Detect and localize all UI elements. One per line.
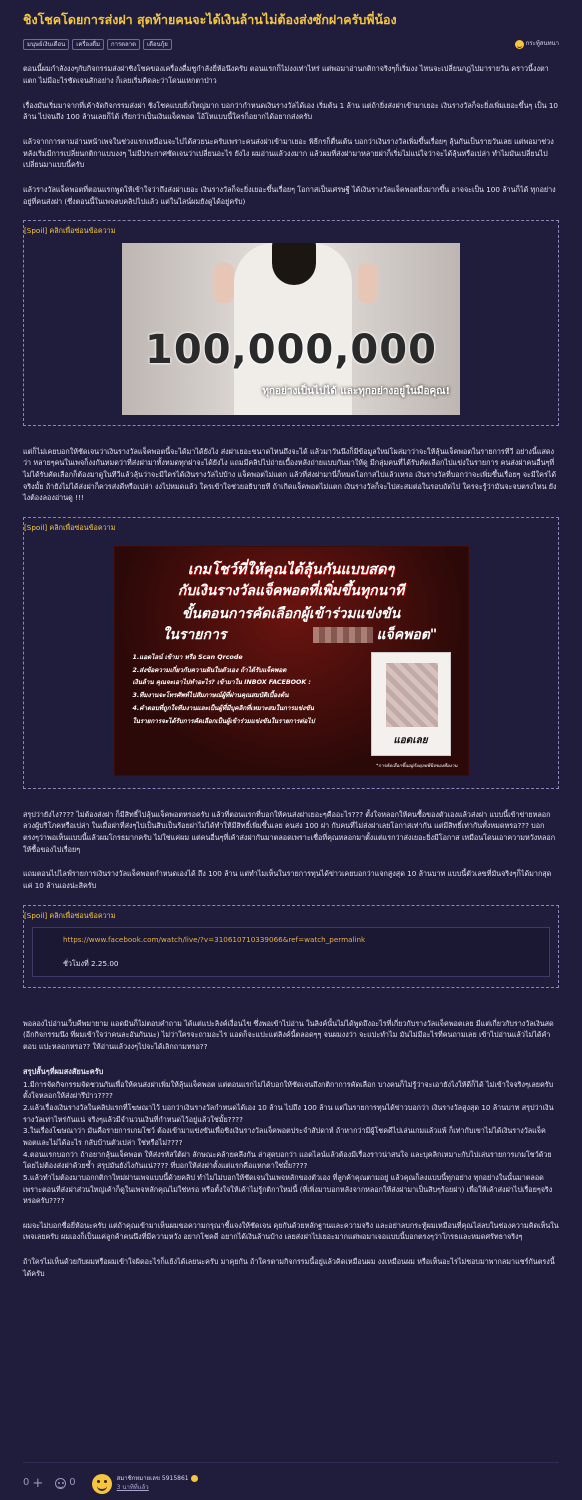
facebook-live-link[interactable]: https://www.facebook.com/watch/live/?v=310610710339066&ref=watch_permalink [63, 935, 366, 945]
tag[interactable]: การตลาด [107, 39, 140, 50]
image-caption: ทุกอย่างเป็นไปได้ และทุกอย่างอยู่ในมือคุณ! [262, 385, 450, 397]
plus-icon: + [32, 1475, 44, 1491]
summary-item: 1.มีการจัดกิจกรรมจัดชวนกันเพื่อให้คนส่งฝาเพิ่มให้ลุ้นแจ็คพอต แต่ตอนแรกไม่ได้บอกให้ชัดเจนถึงกติกาการคัดเลือก บางคนก็ไม่รู้ว่าจะเอายังไงให้ดีก็ได้ ไม่เข้าใจจริงๆเลยครับ ตั้งใจหลอกให้ส่งฝารึป่าว???? [23, 1079, 554, 1101]
paragraph: แถมตอนไปไลฟ์รายการเงินรางวัลแจ็คพอตกำหนดเองได้ ถึง 100 ล้าน แต่ทำไมเห็นในรายการทุนได้ข่าวเคยบอกว่าแจกสูงสุด 10 ล้านบาท แบบนี้ตัวเลขที่มันจริงๆก็ได้มากสุดแค่ 10 ล้านเองน่ะสิครับ [23, 869, 552, 891]
poster-step: ในรายการจะได้รับการคัดเลือกเป็นผู้เข้าร่วมแข่งขันในรายการต่อไป [132, 717, 315, 725]
jackpot-amount: 100,000,000 [145, 326, 437, 373]
avatar [92, 1474, 112, 1494]
blurred-brand [313, 627, 373, 643]
poster-headline: เกมโชว์ที่ให้คุณได้ลุ้นกันแบบสดๆ [187, 561, 395, 578]
paragraph: แล้วจากการตามอ่านหน้าเพจในช่วงแรกเหมือนจะไปได้สวยนะครับเพราะคนส่งฝาเข้ามาเยอะ พิธีกรก็ตื่นเต้น บอกว่าเงินรางวัลเพิ่มขึ้นเรื่อยๆ ลุ้นกันเป็นรายวันเลย แต่พอมาช่วงหลังเริ่มมีการเปลี่ยนกติกาแบบงงๆ ไม่มีประกาศชัดเจนว่าเปลี่ยนอะไร ยังไง ผมอ่านแล้วงงมาก แล้วผมที่ส่งฝามาหลายฝาก็เริ่มไม่แน่ใจว่าจะได้ลุ้นหรือเปล่า ทำไมมันเปลี่ยนไปเปลี่ยนมาแบบนี้ครับ [23, 136, 554, 170]
emotion-count: 0 [69, 1477, 76, 1489]
gameshow-poster [114, 546, 469, 776]
poster-footnote: *การคัดเลือกขึ้นอยู่กับดุลยพินิจของทีมงาน [376, 764, 458, 770]
author-text [117, 1475, 198, 1491]
poster-program-name: แจ็คพอต" [376, 626, 438, 643]
spoiler-content [24, 540, 558, 788]
spoiler-block [23, 905, 559, 988]
smiley-icon [55, 1478, 66, 1489]
paragraph: แล้วรางวัลแจ็คพอตที่ตอนแรกพูดให้เข้าใจว่าถึงส่งฝาเยอะ เงินรางวัลก็จะยิ่งเยอะขึ้นเรื่อยๆ โอกาสเป็นเศรษฐี ได้เงินรางวัลแจ็คพอตยิ่งมากขึ้น อาจจะเป็น 100 ล้านก็ได้ ทุกอย่างอยู่ที่คนส่งฝา (ซึ่งตอนนี้ในเพจลบคลิปไปแล้ว แต่ในไลน์ผมยังดูได้อยู่ครับ) [23, 184, 556, 206]
paragraph: สรุปว่ายังไง???? ไม่ต้องส่งฝา ก็มีสิทธิ์ไปลุ้นแจ็คพอตหรอครับ แล้วที่ตอนแรกที่บอกให้คนส่งฝาเยอะๆคืออะไร??? ตั้งใจหลอกให้คนซื้อของตัวเองแล้วส่งฝา แบบนี้เข้าข่ายหลอกลวงผู้บริโภคหรือเปล่า ในเมื่อฝาที่ส่งๆไปเป็นสิบเป็นร้อยฝาไม่ได้ทำให้มีสิทธิ์เพิ่มขึ้นเลย คนส่ง 100 ฝา กับคนที่ไม่ส่งฝาเลยโอกาสเท่ากัน แต่มีสิทธิ์เท่ากันทั้งหมดหรอ??? บอกตรงๆว่าพอเห็นแบบนี้แล้วผมโกรธมากครับ ไม่ใช่แค่ผม แต่คนอื่นๆที่เค้าส่งฝากันมาตลอดเพราะเชื่อที่คุณหลอกมาตั้งแต่แรกว่าส่งเยอะยิ่งมีโอกาส เหมือนโดนเอาความหวังหลอกให้ซื้อของไปเรื่อยๆ [23, 809, 556, 854]
emotion-button[interactable] [55, 1475, 75, 1491]
vote-count: 0 [23, 1477, 30, 1489]
smiley-icon [515, 40, 524, 49]
presenter-head [272, 243, 316, 285]
author-name[interactable]: สมาชิกหมายเลข 5915861 [116, 1475, 189, 1483]
poster-step: 2.ส่งข้อความเกี่ยวกับความฝันในตัวเอง ถ้าได้รับแจ็คพอต [132, 666, 287, 674]
post-meta [23, 37, 559, 51]
qr-label: แอดเลย [393, 734, 428, 746]
poster-step: 3.ทีมงานจะโทรศัพท์ไปสัมภาษณ์ผู้ที่ผ่านคุณสมบัติเบื้องต้น [132, 692, 289, 699]
paragraph: แต่ก็ไม่เคยบอกให้ชัดเจนว่าเงินรางวัลแจ็คพอตนี้จะได้มาได้ยังไง ส่งฝาเยอะขนาดไหนถึงจะได้ แล้วมาวันนึงก็มีข้อมูลใหม่โผล่มาว่าจะให้ลุ้นแจ็คพอตในรายการทีวี อย่างนี้แสดงว่า หลายๆคนในเพจก็งงกันหมดว่าที่ส่งฝามาทั้งหมดทุกฝาจะได้ยังไง แถมมีคลิปไปถ่ายเบื้องหลังถ่ายแบบกันมาให้ดู มีกลุ่มคนที่ได้รับคัดเลือกไปแข่งในรายการ คนส่งฝาคนอื่นๆที่ไม่ได้รับคัดเลือกก็ต้องมาดูในทีวีแล้วลุ้นว่าจะมีใครได้เงินรางวัลไปบ้าง แจ็คพอตไม่แตก แล้วที่ส่งฝามานี่ก็หมดโอกาสไปแล้วเหรอ เงินรางวัลที่บอกว่าจะเพิ่มขึ้นเรื่อยๆ จะมีใครได้จริงมั้ย ถ้ายังไม่ได้ส่งฝาก็ควรส่งดีหรือเปล่า งงไปหมดแล้ว ใครเข้าใจช่วยอธิบายที ถ้าเกิดแจ็คพอตไม่แตก เงินรางวัลก็จะไปสะสมต่อในรอบถัดไป ใครจะรู้ว่ามันจะจบตรงไหน ยังไงต้องลองอ่านดู !!! [23, 446, 557, 503]
room-link[interactable] [515, 39, 559, 49]
paragraph: พอลองไปอ่านเว็บคีพมายาม แอดมินก็ไม่ตอบคำถาม ได้แต่แปะลิงค์เงื่อนไข ซึ่งพอเข้าไปอ่าน ในลิงค์นั้นไม่ได้พูดถึงอะไรที่เกี่ยวกับรางวัลแจ็คพอตเลย มีแต่เกี่ยวกับรางวัลเงินสด (อีกกิจกรรมนึง ที่ผมเข้าใจว่าคนละอันกันนะ) ไม่ว่าใครจะถามอะไร แอดก็จะแปะแต่ลิงค์นี้ตลอดๆๆ จนผมงงว่า จะแปะทำไม มันไม่มีอะไรที่คนถามเลย เข้าไปอ่านแล้วไม่ได้คำตอบ แปะหลอกหรอ?? ให้อ่านแล้วงงๆไปจะได้เลิกถามหรอ?? [23, 1018, 554, 1051]
tag-list [23, 39, 172, 50]
smiley-icon [191, 1475, 198, 1482]
author-info[interactable] [92, 1474, 198, 1494]
poster-steps [133, 653, 365, 730]
room-label: กระทู้สนทนา [525, 40, 559, 48]
post-footer [23, 1462, 559, 1498]
post-title: ชิงโชคโดยการส่งฝา สุดท้ายคนจะได้เงินล้านไม่ต้องส่งซักฝาครับพี่น้อง [23, 12, 397, 27]
spoiler-toggle[interactable]: [Spoil] คลิกเพื่อซ่อนข้อความ [24, 226, 116, 236]
spoiler-toggle[interactable]: [Spoil] คลิกเพื่อซ่อนข้อความ [24, 910, 116, 920]
tag[interactable]: เครื่องดื่ม [72, 39, 104, 50]
spoiler-block [23, 220, 559, 426]
summary-item: 2.แล้วเรื่องเงินรางวัลในคลิปแรกที่โฆษณาไว้ บอกว่าเงินรางวัลกำหนดได้เอง 10 ล้าน ไปถึง 100 ล้าน แต่ในรายการทุนได้ข่าวบอกว่า เงินรางวัลสูงสุด 10 ล้านบาท สรุปว่าเงินรางวัลเท่าไหร่กันแน่ จริงๆแล้วมีจำนวนเงินที่กำหนดไว้อยู่แล้วใช่มั้ย???? [23, 1102, 554, 1124]
poster-step: 1.แอดไลน์ เข้ามา หรือ Scan Qrcode [132, 653, 243, 661]
poster-step: 4.คำตอบที่ถูกใจทีมงานและเป็นผู้ที่มีบุคลิกที่เหมาะสมในการแข่งขัน [132, 704, 314, 712]
poster-steps-title: ขั้นตอนการคัดเลือกผู้เข้าร่วมแข่งขัน [181, 605, 401, 622]
blurred-qrcode [386, 663, 438, 727]
tag[interactable]: มนุษย์เงินเดือน [23, 39, 69, 50]
spoiler-block [23, 517, 559, 789]
poster-step: เงินล้าน คุณจะเอาไปทำอะไร? เข้ามาใน INBOX FACEBOOK : [132, 679, 311, 687]
jackpot-image [122, 243, 460, 415]
paragraph: ผมจะไม่บอกชื่อยี่ห้อนะครับ แต่ถ้าคุณเข้ามาเห็นผมขอความกรุณาชี้แจงให้ชัดเจน คุยกันด้วยหลักฐานและความจริง และอย่าลบกระทู้ผมเหมือนที่คุณไล่ลบในช่องความคิดเห็นในเพจเลยครับ ผมเองก็เป็นแค่ลูกค้าคนนึงที่มีความหวัง อยากโชคดี อยากได้เงินล้านบ้าง เลยส่งฝาไปเยอะมากแต่พอมาเจอแบบนี้บอกตรงๆว่าโกรธและหมดศรัทธาจริงๆ [23, 1220, 559, 1242]
link-box [32, 927, 550, 976]
vote-button[interactable] [23, 1473, 43, 1494]
paragraph: ถ้าใครไม่เห็นด้วยกับผมหรือผมเข้าใจผิดอะไรก็แย้งได้เลยนะครับ มาคุยกัน ถ้าใครตามกิจกรรมนี้อยู่แล้วคิดเหมือนผม งงเหมือนผม หรือเห็นอะไรไม่ชอบมาพากลมาแชร์กันตรงนี้ได้ครับ [23, 1257, 555, 1278]
paragraph: ตอนนี้ผมกำลังงงๆกับกิจกรรมส่งฝาชิงโชคของเครื่องดื่มชูกำลังยี่ห้อนึงครับ ตอนแรกก็ไม่งงเท่าไหร่ แต่พอมาอ่านกติกาจริงๆก็เริ่มงง ไหนจะเปลี่ยนกฎไปมารายวัน คราวนี้งงตาแตก ไม่มีอะไรชัดเจนสักอย่าง ก็เลยเริ่มคิดละว่าโดนแหกตาป่าว [23, 64, 549, 85]
poster-subheadline: กับเงินรางวัลแจ็คพอตที่เพิ่มขึ้นทุกนาที [177, 582, 405, 599]
poster-program-label: ในรายการ [162, 626, 227, 643]
summary-heading: สรุปสั้นๆที่ผมสงสัยนะครับ [23, 1066, 104, 1076]
hand-left [214, 263, 234, 303]
summary-item: 5.แล้วทำไมต้องมาบอกกติกาใหม่ผ่านเพจแบบนี้ด้วยคลิป ทำไมไม่บอกให้ชัดเจนในเพจหลักของตัวเอง ที่ลูกค้าคุณตามอยู่ แล้วคุณก็ลงแบบนี้ทุกอย่าง ทุกอย่างในนั้นมาตลอด เพราะตอนที่ส่งฝาส่วนใหญ่เค้าก็ดูในเพจหลักคุณไม่ใช่หรอ หรือตั้งใจให้เค้าไม่รู้กติกาใหม่นี้ (ที่เพิ่งมาบอกหลังจากหลอกให้ส่งฝามาเป็นสิบๆร้อยฝา) เพื่อให้เค้าส่งฝาไปเรื่อยๆจริงหรอครับ???? [23, 1172, 553, 1206]
spoiler-content [24, 243, 558, 425]
summary-item: 4.ตอนแรกบอกว่า ถ้าอยากลุ้นแจ็คพอต ให้ส่งรหัสใต้ฝา ลักษณะคล้ายคลึงกัน ล่าสุดบอกว่า แอดไลน์แล้วต้องมีเรื่องราวน่าสนใจ และบุคลิกเหมาะกับไปเล่นรายการเกมโชว์ด้วย โดยไม่ต้องส่งฝาด้วยซ้ำ สรุปมันยังไงกันแน่???? ที่บอกให้ส่งฝาตั้งแต่แรกคือแหกตาใช่มั้ย???? [23, 1149, 552, 1171]
timestamp-note: ชั่วโมงที่ 2.25.00 [63, 959, 119, 968]
summary-item: 3.ในเรื่องโฆษณาว่า มันคือรายการเกมโชว์ ต้องเข้ามาแข่งขันเพื่อชิงเงินรางวัลแจ็คพอตประจำสัปดาห์ ถ้าหากว่ามีผู้โชคดีไปเล่นเกมแล้วแพ้ ก็เท่ากับเขาไม่ได้เงินรางวัลแจ็คพอตและไม่ได้อะไร กลับบ้านตัวเปล่า ใช่หรือไม่???? [23, 1126, 546, 1147]
paragraph: เรื่องมันเริ่มมาจากที่เค้าจัดกิจกรรมส่งฝา ชิงโชคแบบยิ่งใหญ่มาก บอกว่ากำหนดเงินรางวัลได้เอง เริ่มต้น 1 ล้าน แต่ถ้ายิ่งส่งฝาเข้ามาเยอะ เงินรางวัลก็จะยิ่งเพิ่มเยอะขึ้นๆ เป็น 10 ล้าน ไปจนถึง 100 ล้านเลยก็ได้ เรียกว่าเป็นเงินแจ็คพอต โอ้โหแบบนี้ใครก็อยากได้อยากส่งครับ [23, 100, 558, 122]
hand-right [358, 263, 378, 303]
tag[interactable]: เดือนกุ้ย [143, 39, 172, 50]
qr-photo [371, 652, 451, 756]
spoiler-toggle[interactable]: [Spoil] คลิกเพื่อซ่อนข้อความ [24, 523, 116, 533]
post-time[interactable]: 3 นาทีที่แล้ว [116, 1483, 149, 1491]
